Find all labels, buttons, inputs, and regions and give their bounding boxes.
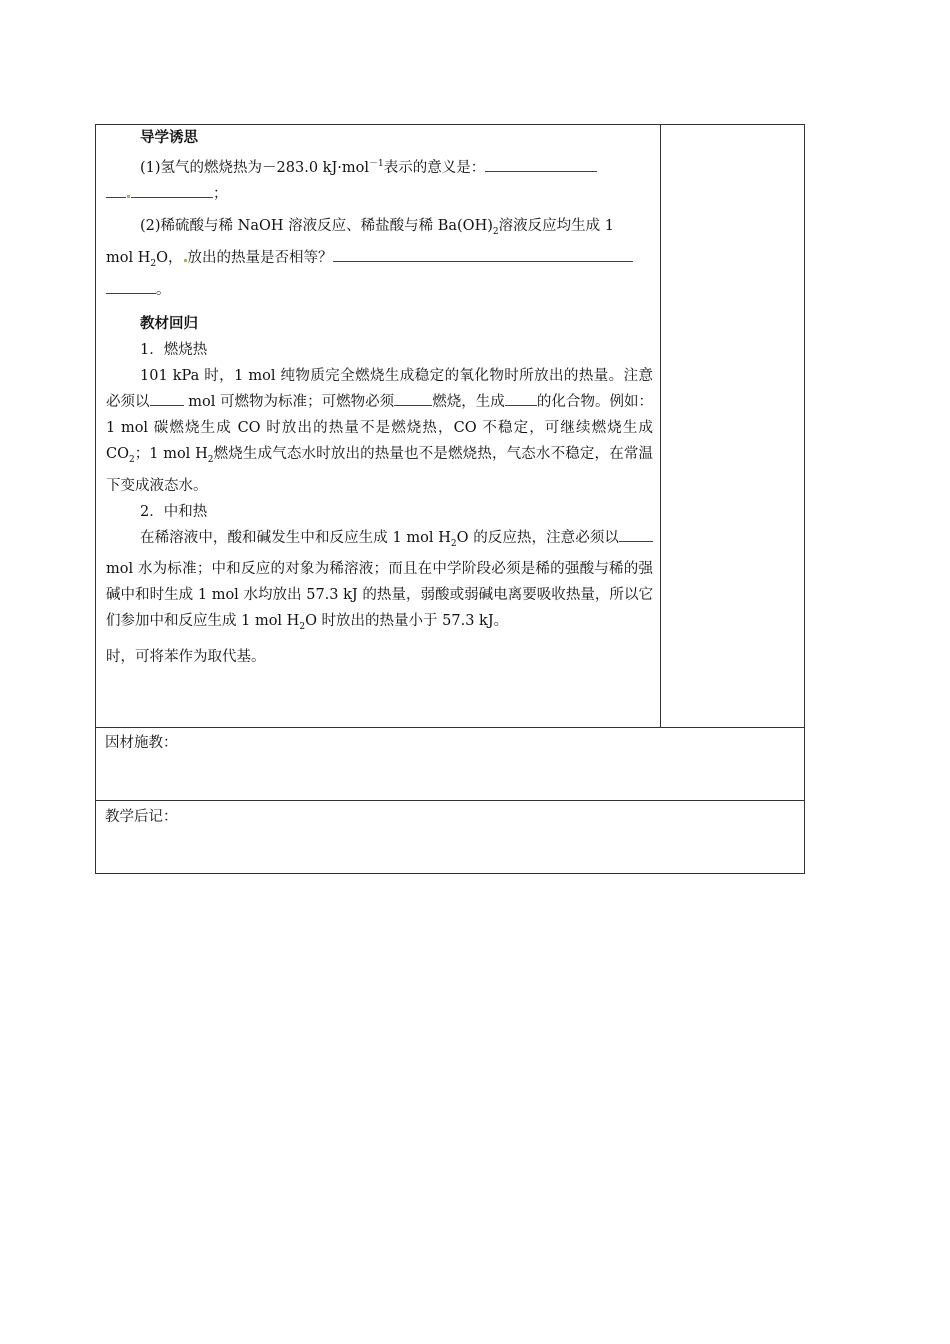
marker-dot — [127, 195, 130, 198]
question-2: (2)稀硫酸与稀 NaOH 溶液反应、稀盐酸与稀 $Ba(OH)_2$溶液反应均生成 1 — [140, 217, 614, 237]
lesson-table — [95, 124, 805, 874]
question-2-cont: mol $H_2O$， 放出的热量是否相等？ 。 — [106, 245, 653, 303]
answer-blank — [131, 182, 213, 198]
answer-blank — [619, 526, 653, 542]
section-heading-guide: 导学诱思 — [140, 129, 198, 146]
row-label-teaching-reflection: 教学后记： — [105, 809, 178, 825]
answer-blank — [106, 278, 156, 294]
question-1: (1)氢气的燃烧热为－283.0 kJ·mol$^{-1}$表示的意义是： ； — [106, 151, 653, 207]
row-label-adaptive-teaching: 因材施教： — [105, 735, 178, 751]
answer-blank — [106, 182, 126, 198]
item-2-body: 在稀溶液中，酸和碱发生中和反应生成 1 mol $H_2O$ 的反应热，注意必须以 mol 水为标准；中和反应的对象为稀溶液；而且在中学阶段必须是稀的强酸与稀的强碱中和时生成 1 mol 水均放出 57.3 kJ 的热量，弱酸或弱碱电离要吸收热量，所以它们参加中和反应生成 1 mol $H_2O$ 时放出的热量小于 57.3 kJ。 — [106, 525, 653, 641]
answer-blank — [485, 156, 597, 172]
section-heading-review: 教材回归 — [140, 314, 198, 332]
answer-blank — [150, 390, 184, 406]
item-2-title: 2．中和热 — [140, 503, 208, 520]
trailing-note: 时，可将苯作为取代基。 — [106, 649, 266, 666]
item-1-body: 101 kPa 时，1 mol 纯物质完全燃烧生成稳定的氧化物时所放出的热量。注意必须以 mol 可燃物为标准；可燃物必须 燃烧，生成 的化合物。例如：1 mol 碳燃烧生成 CO 时放出的热量不是燃烧热，CO 不稳定，可继续燃烧生成 $CO_2$；1 mol $H_2$燃烧生成气态水时放出的热量也不是燃烧热，气态水不稳定，在常温下变成液态水。 — [106, 367, 654, 494]
main-content-cell — [96, 125, 661, 727]
marker-dot — [184, 259, 187, 262]
answer-blank — [333, 246, 633, 262]
answer-blank — [505, 390, 537, 406]
row-divider — [96, 800, 804, 801]
item-1-title: 1．燃烧热 — [140, 341, 208, 358]
side-notes-cell — [661, 125, 805, 727]
answer-blank — [394, 390, 432, 406]
main-content — [106, 125, 653, 670]
row-divider — [96, 727, 804, 728]
